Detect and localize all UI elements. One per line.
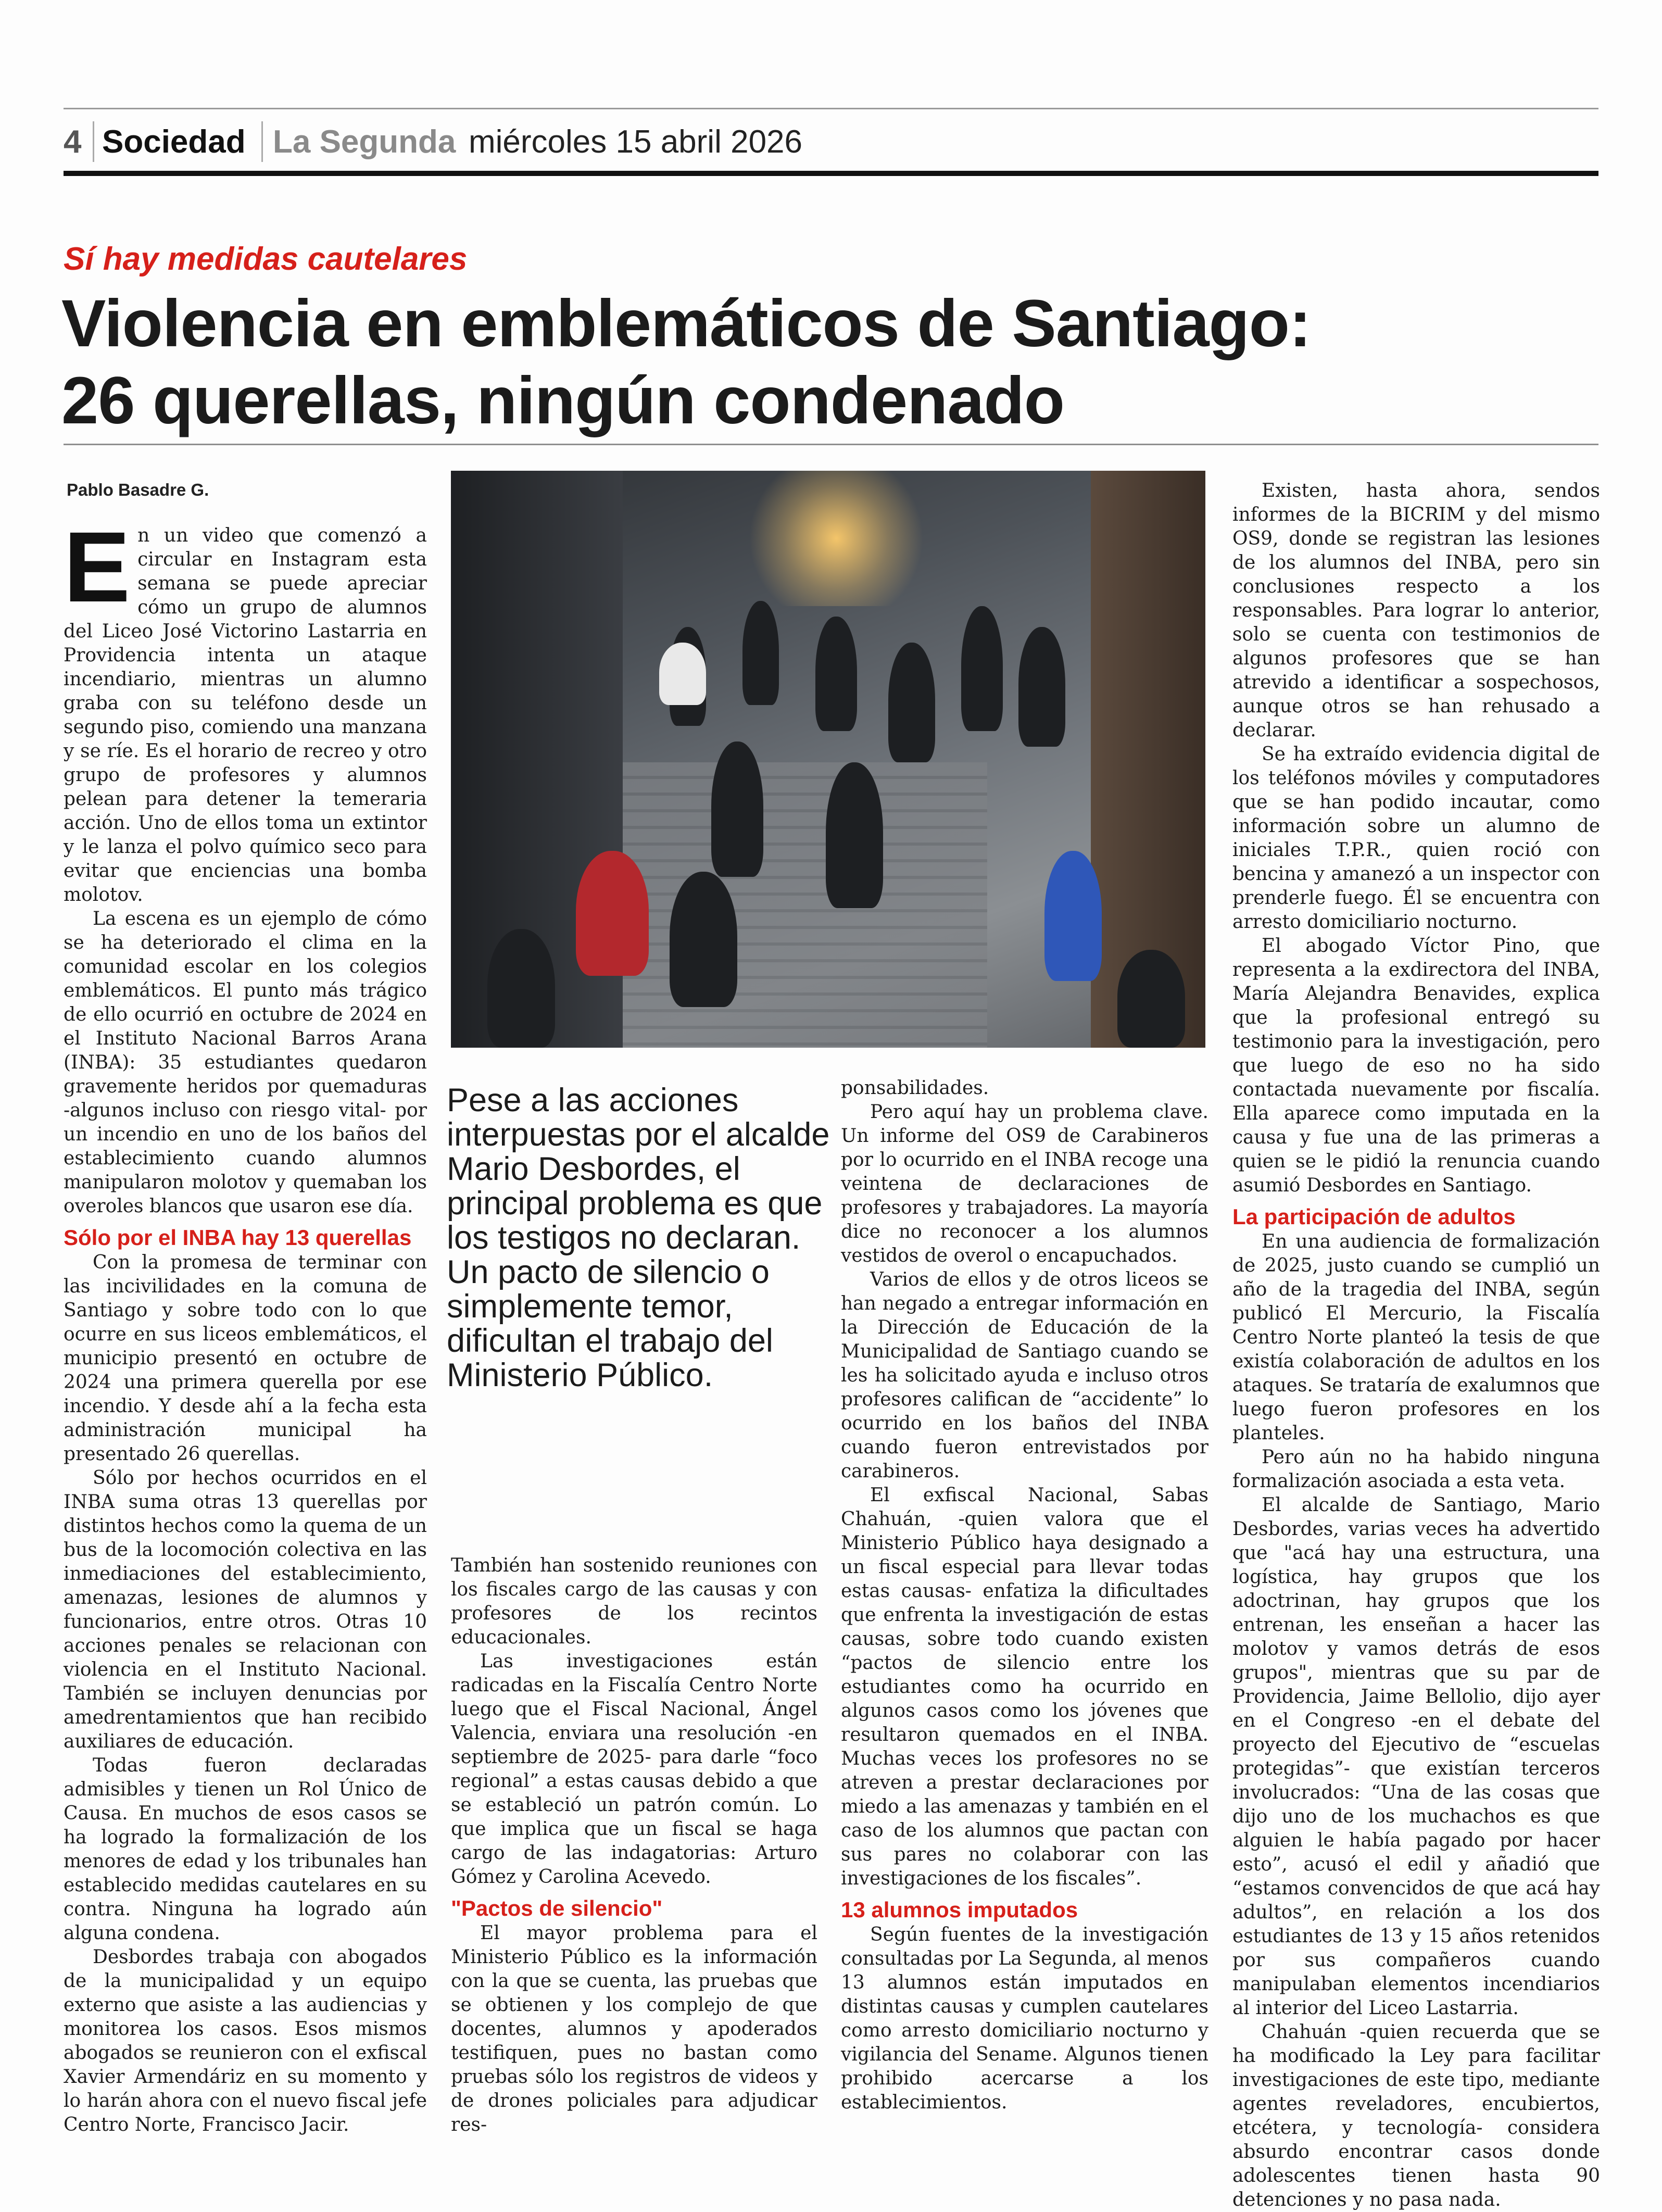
column-2 — [451, 1554, 817, 2137]
photo-figure — [659, 643, 706, 705]
paragraph: También han sostenido reuniones con los fiscales cargo de las causas y con profesores de los recintos educacionales. — [451, 1555, 817, 1648]
photo-figure — [826, 762, 883, 908]
column-3 — [841, 1076, 1208, 2115]
headline-line-1: Violencia en emblemáticos de Santiago: — [61, 286, 1311, 361]
photo-figure — [487, 929, 555, 1048]
paragraph: Varios de ellos y de otros liceos se han negado a entregar información en la Dirección de Educación de la Municipalidad de Santiago cuando se les ha solicitado ayuda e incluso otros profesores califican de “accidente” lo ocurrido en los baños del INBA cuando fueron entrevistados por carabineros. — [841, 1269, 1208, 1482]
issue-date: miércoles 15 abril 2026 — [469, 123, 803, 160]
header-divider — [261, 121, 263, 162]
photo-figure — [888, 643, 935, 762]
photo-figure — [711, 741, 763, 877]
photo-figure-red-hoodie — [576, 851, 649, 976]
lead-text: n un video que comenzó a circular en Instagram esta semana se puede apreciar cómo un grupo de alumnos del Liceo José Victorino Lastarria en Providencia intenta un ataque incendiario, mientras un alumno graba con su teléfono desde un segundo piso, comiendo una manzana y se ríe. Es el horario de recreo y otro grupo de profesores y alumnos pelean para detener la temeraria acción. Uno de ellos toma un extintor y le lanza el polvo químico seco para evitar que enciencias una bomba molotov. — [64, 525, 427, 906]
header-divider — [93, 121, 94, 162]
column-4 — [1232, 479, 1600, 2212]
paragraph: El exfiscal Nacional, Sabas Chahuán, -quien valora que el Ministerio Público haya designado a un fiscal especial para llevar todas estas causas- enfatiza la dificultades que enfrenta la investigación de estas causas, sobre todo cuando existen “pactos de silencio entre los estudiantes como ha ocurrido en algunos casos como los jóvenes que resultaron quemados en el INBA. Muchas veces los profesores no se atreven a prestar declaraciones por miedo a las amenazas y también en el caso de los alumnos que pactan con sus pares no colaborar con las investigaciones de los fiscales”. — [841, 1485, 1208, 1889]
photo-figure — [1117, 950, 1185, 1048]
photo-figure — [815, 617, 857, 731]
paragraph: Desbordes trabaja con abogados de la municipalidad y un equipo externo que asiste a las audiencias y monitorea los casos. Esos mismos abogados se reunieron con el exfiscal Xavier Armendáriz en su momento y lo harán ahora con el nuevo fiscal jefe Centro Norte, Francisco Jacir. — [64, 1946, 427, 2135]
article-kicker: Sí hay medidas cautelares — [64, 241, 468, 277]
article-photo — [451, 471, 1205, 1048]
paragraph: La escena es un ejemplo de cómo se ha deteriorado el clima en la comunidad escolar en los colegios emblemáticos. El punto más trágico de ello ocurrió en octubre de 2024 en el Instituto Nacional Barros Arana (INBA): 35 estudiantes quedaron gravemente heridos por quemaduras -algunos incluso con riesgo vital- por un incendio en uno de los baños del establecimiento cuando alumnos manipularon molotov y quemaban los overoles blancos que usaron ese día. — [64, 908, 427, 1217]
paragraph: El mayor problema para el Ministerio Público es la información con la que se cuenta, las pruebas que se obtienen y los complejo de que docentes, alumnos y apoderados testifiquen, pues no bastan como pruebas sólo los registros de videos y de drones policiales para adjudicar res- — [451, 1922, 817, 2135]
photo-figure — [742, 601, 779, 705]
paragraph: El abogado Víctor Pino, que representa a la exdirectora del INBA, María Alejandra Benavides, explica que la profesional entregó su testimonio para la investigación, pero que luego de eso no ha sido contactada nuevamente por fiscalía. Ella aparece como imputada en la causa y fue una de las primeras a quien se le pidió la renuncia cuando asumió Desbordes en Santiago. — [1232, 935, 1600, 1196]
subheading: "Pactos de silencio" — [451, 1896, 663, 1920]
subheading: La participación de adultos — [1232, 1204, 1516, 1229]
byline: Pablo Basadre G. — [67, 480, 209, 499]
paragraph: El alcalde de Santiago, Mario Desbordes, varias veces ha advertido que "acá hay una estructura, una logística, hay grupos que los adoctrinan, hay grupos que los entrenan, les enseñan a hacer las molotov y vamos detrás de esos grupos", mientras que su par de Providencia, Jaime Bellolio, dijo ayer en el Congreso -en el debate del proyecto del Ejecutivo de “escuelas protegidas”- que existían terceros involucrados: “Una de las cosas que dijo uno de los muchachos es que alguien le había pagado por hacer esto”, acusó el edil y añadió que “estamos convencidos de que acá hay adultos”, en relación a los dos estudiantes de 13 y 15 años retenidos por sus compañeros cuando manipulaban elementos incendiarios al interior del Liceo Lastarria. — [1232, 1494, 1600, 2019]
publication-name: La Segunda — [273, 123, 456, 160]
paragraph: Sólo por hechos ocurridos en el INBA suma otras 13 querellas por distintos hechos como la quema de un bus de la locomoción colectiva en las inmediaciones del establecimiento, amenazas, lesiones de alumnos y funcionarios, entre otros. Otras 10 acciones penales se relacionan con violencia en el Instituto Nacional. También se incluyen denuncias por amedrentamientos que han recibido auxiliares de educación. — [64, 1467, 427, 1752]
paragraph: En una audiencia de formalización de 2025, justo cuando se cumplió un año de la tragedia del INBA, según publicó El Mercurio, la Fiscalía Centro Norte planteó la tesis de que existía colaboración de adultos en los ataques. Se trataría de exalumnos que luego fueron profesores en los planteles. — [1232, 1231, 1600, 1444]
article-headline — [61, 285, 1592, 439]
photo-figure — [1018, 627, 1065, 747]
photo-figure-blue-jacket — [1044, 851, 1102, 981]
paragraph: Existen, hasta ahora, sendos informes de la BICRIM y del mismo OS9, donde se registran las lesiones de los alumnos del INBA, pero sin conclusiones respecto a los responsables. Para lograr lo anterior, solo se cuenta con testimonios de algunos profesores que se han atrevido a identificar a sospechosos, aunque otros se han rehusado a declarar. — [1232, 480, 1600, 741]
section-name: Sociedad — [102, 123, 246, 160]
paragraph: ponsabilidades. — [841, 1077, 989, 1099]
subheading: Sólo por el INBA hay 13 querellas — [64, 1225, 412, 1250]
headline-line-2: 26 querellas, ningún condenado — [61, 363, 1064, 438]
paragraph: Pero aquí hay un problema clave. Un informe del OS9 de Carabineros por lo ocurrido en el INBA recoge una veintena de declaraciones de profesores y trabajadores. La mayoría dice no reconocer a los alumnos vestidos de overol o encapuchados. — [841, 1101, 1208, 1266]
photo-fire-glow — [742, 471, 930, 606]
lead-paragraph — [64, 511, 427, 907]
column-1 — [64, 511, 427, 2137]
page-number: 4 — [64, 123, 82, 160]
paragraph: Las investigaciones están radicadas en la Fiscalía Centro Norte luego que el Fiscal Nacional, Ángel Valencia, enviara una resolución -en septiembre de 2025- para darle “foco regional” a estas causas debido a que se estableció un patrón común. Lo que implica que un fiscal se haga cargo de las indagatorias: Arturo Gómez y Carolina Acevedo. — [451, 1651, 817, 1888]
photo-figure — [961, 606, 1003, 731]
paragraph: Según fuentes de la investigación consultadas por La Segunda, al menos 13 alumnos están imputados en distintas causas y cumplen cautelares como arresto domiciliario nocturno y vigilancia del Sename. Algunos tienen prohibido acercarse a los establecimientos. — [841, 1924, 1208, 2113]
photo-figure — [670, 872, 737, 1007]
header-top-rule — [64, 108, 1598, 109]
headline-rule — [64, 444, 1598, 445]
paragraph: Pero aún no ha habido ninguna formalización asociada a esta veta. — [1232, 1447, 1600, 1492]
paragraph: Chahuán -quien recuerda que se ha modificado la Ley para facilitar investigaciones de este tipo, mediante agentes reveladores, encubiertos, etcétera, y tecnología- considera absurdo encontrar casos donde adolescentes tienen hasta 90 detenciones y no pasa nada. — [1232, 2021, 1600, 2210]
pull-quote: Pese a las acciones interpuestas por el alcalde Mario Desbordes, el principal problema es que los testigos no declaran. Un pacto de silencio o simplemente temor, dificultan el trabajo del Ministerio Público. — [447, 1082, 830, 1393]
subheading: 13 alumnos imputados — [841, 1897, 1078, 1922]
paragraph: Con la promesa de terminar con las incivilidades en la comuna de Santiago y sobre todo con lo que ocurre en sus liceos emblemáticos, el municipio presentó en octubre de 2024 una primera querella por ese incendio. Y desde ahí a la fecha esta administración municipal ha presentado 26 querellas. — [64, 1252, 427, 1465]
header-bottom-rule — [64, 171, 1598, 176]
drop-cap: E — [64, 511, 131, 623]
paragraph: Todas fueron declaradas admisibles y tienen un Rol Único de Causa. En muchos de esos casos se ha logrado la formalización de los menores de edad y los tribunales han establecido medidas cautelares en su contra. Ninguna ha logrado aún alguna condena. — [64, 1755, 427, 1944]
paragraph: Se ha extraído evidencia digital de los teléfonos móviles y computadores que se han podido incautar, como información sobre un alumno de iniciales T.P.R., quien roció con bencina y amanezó a un inspector con prenderle fuego. Él se encuentra con arresto domiciliario nocturno. — [1232, 744, 1600, 933]
